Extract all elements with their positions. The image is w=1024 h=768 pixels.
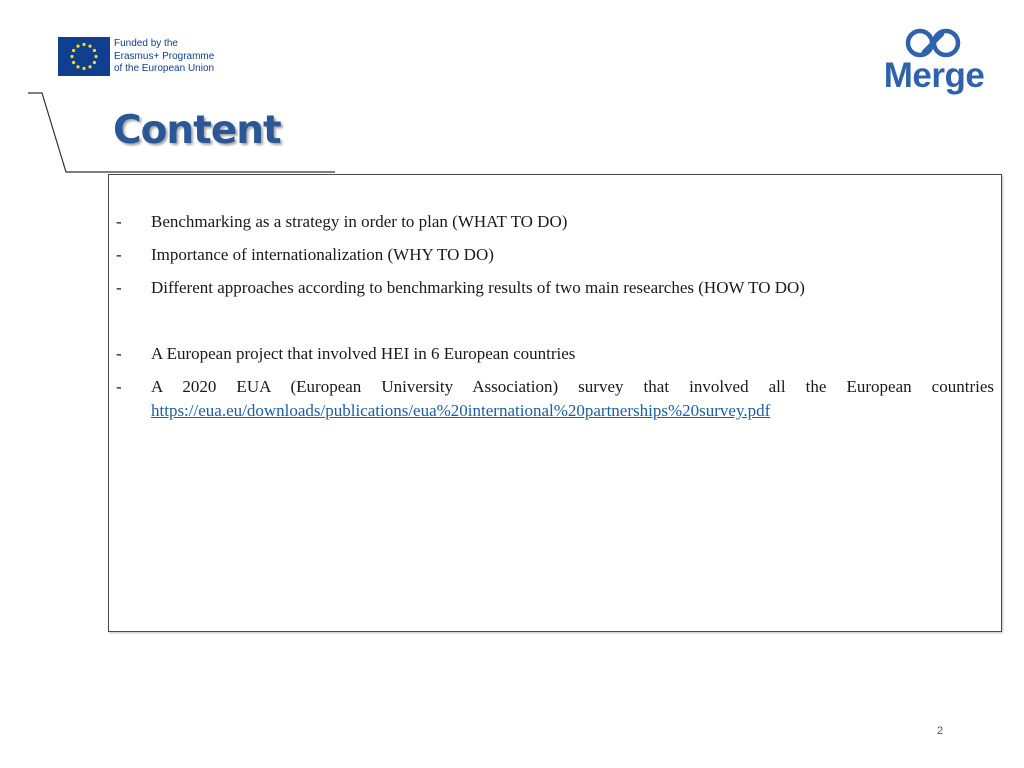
page-number: 2 (936, 725, 944, 737)
bullet-list-primary (116, 211, 994, 310)
bullet-text: Different approaches according to benchmarking results of two main researches (HOW TO DO) (151, 278, 805, 297)
bullet-dash: - (116, 212, 122, 231)
slide-title: Content (113, 108, 281, 153)
eu-text-line3: of the European Union (114, 63, 215, 74)
bullet-dash: - (116, 377, 122, 396)
list-item (116, 343, 994, 365)
eu-flag-icon (58, 37, 110, 76)
list-item (116, 244, 994, 266)
bullet-dash: - (116, 344, 122, 363)
eu-text-line2: Erasmus+ Programme (114, 50, 215, 62)
eu-text-line1: Funded by the (114, 38, 178, 49)
bullet-text: Benchmarking as a strategy in order to plan (WHAT TO DO) (151, 212, 568, 231)
bullet-text: A 2020 EUA (European University Association) survey that involved all the European countries (151, 377, 994, 396)
bullet-dash: - (116, 245, 122, 264)
list-item (116, 211, 994, 233)
eu-funding-text (114, 38, 214, 76)
bullet-text: Importance of internationalization (WHY TO DO) (151, 245, 494, 264)
bullet-text: A European project that involved HEI in 6 European countries (151, 344, 576, 363)
infinity-loop-icon (904, 26, 962, 60)
list-item (116, 277, 994, 299)
merge-logo (882, 26, 986, 96)
bullet-dash: - (116, 278, 122, 297)
survey-link[interactable]: https://eua.eu/downloads/publications/eua%20international%20partnerships%20survey.pdf (151, 401, 771, 420)
list-item (116, 376, 994, 422)
eu-funding-logo (58, 37, 214, 76)
brand-name: Merge (883, 56, 985, 95)
bullet-list-sources (116, 343, 994, 433)
